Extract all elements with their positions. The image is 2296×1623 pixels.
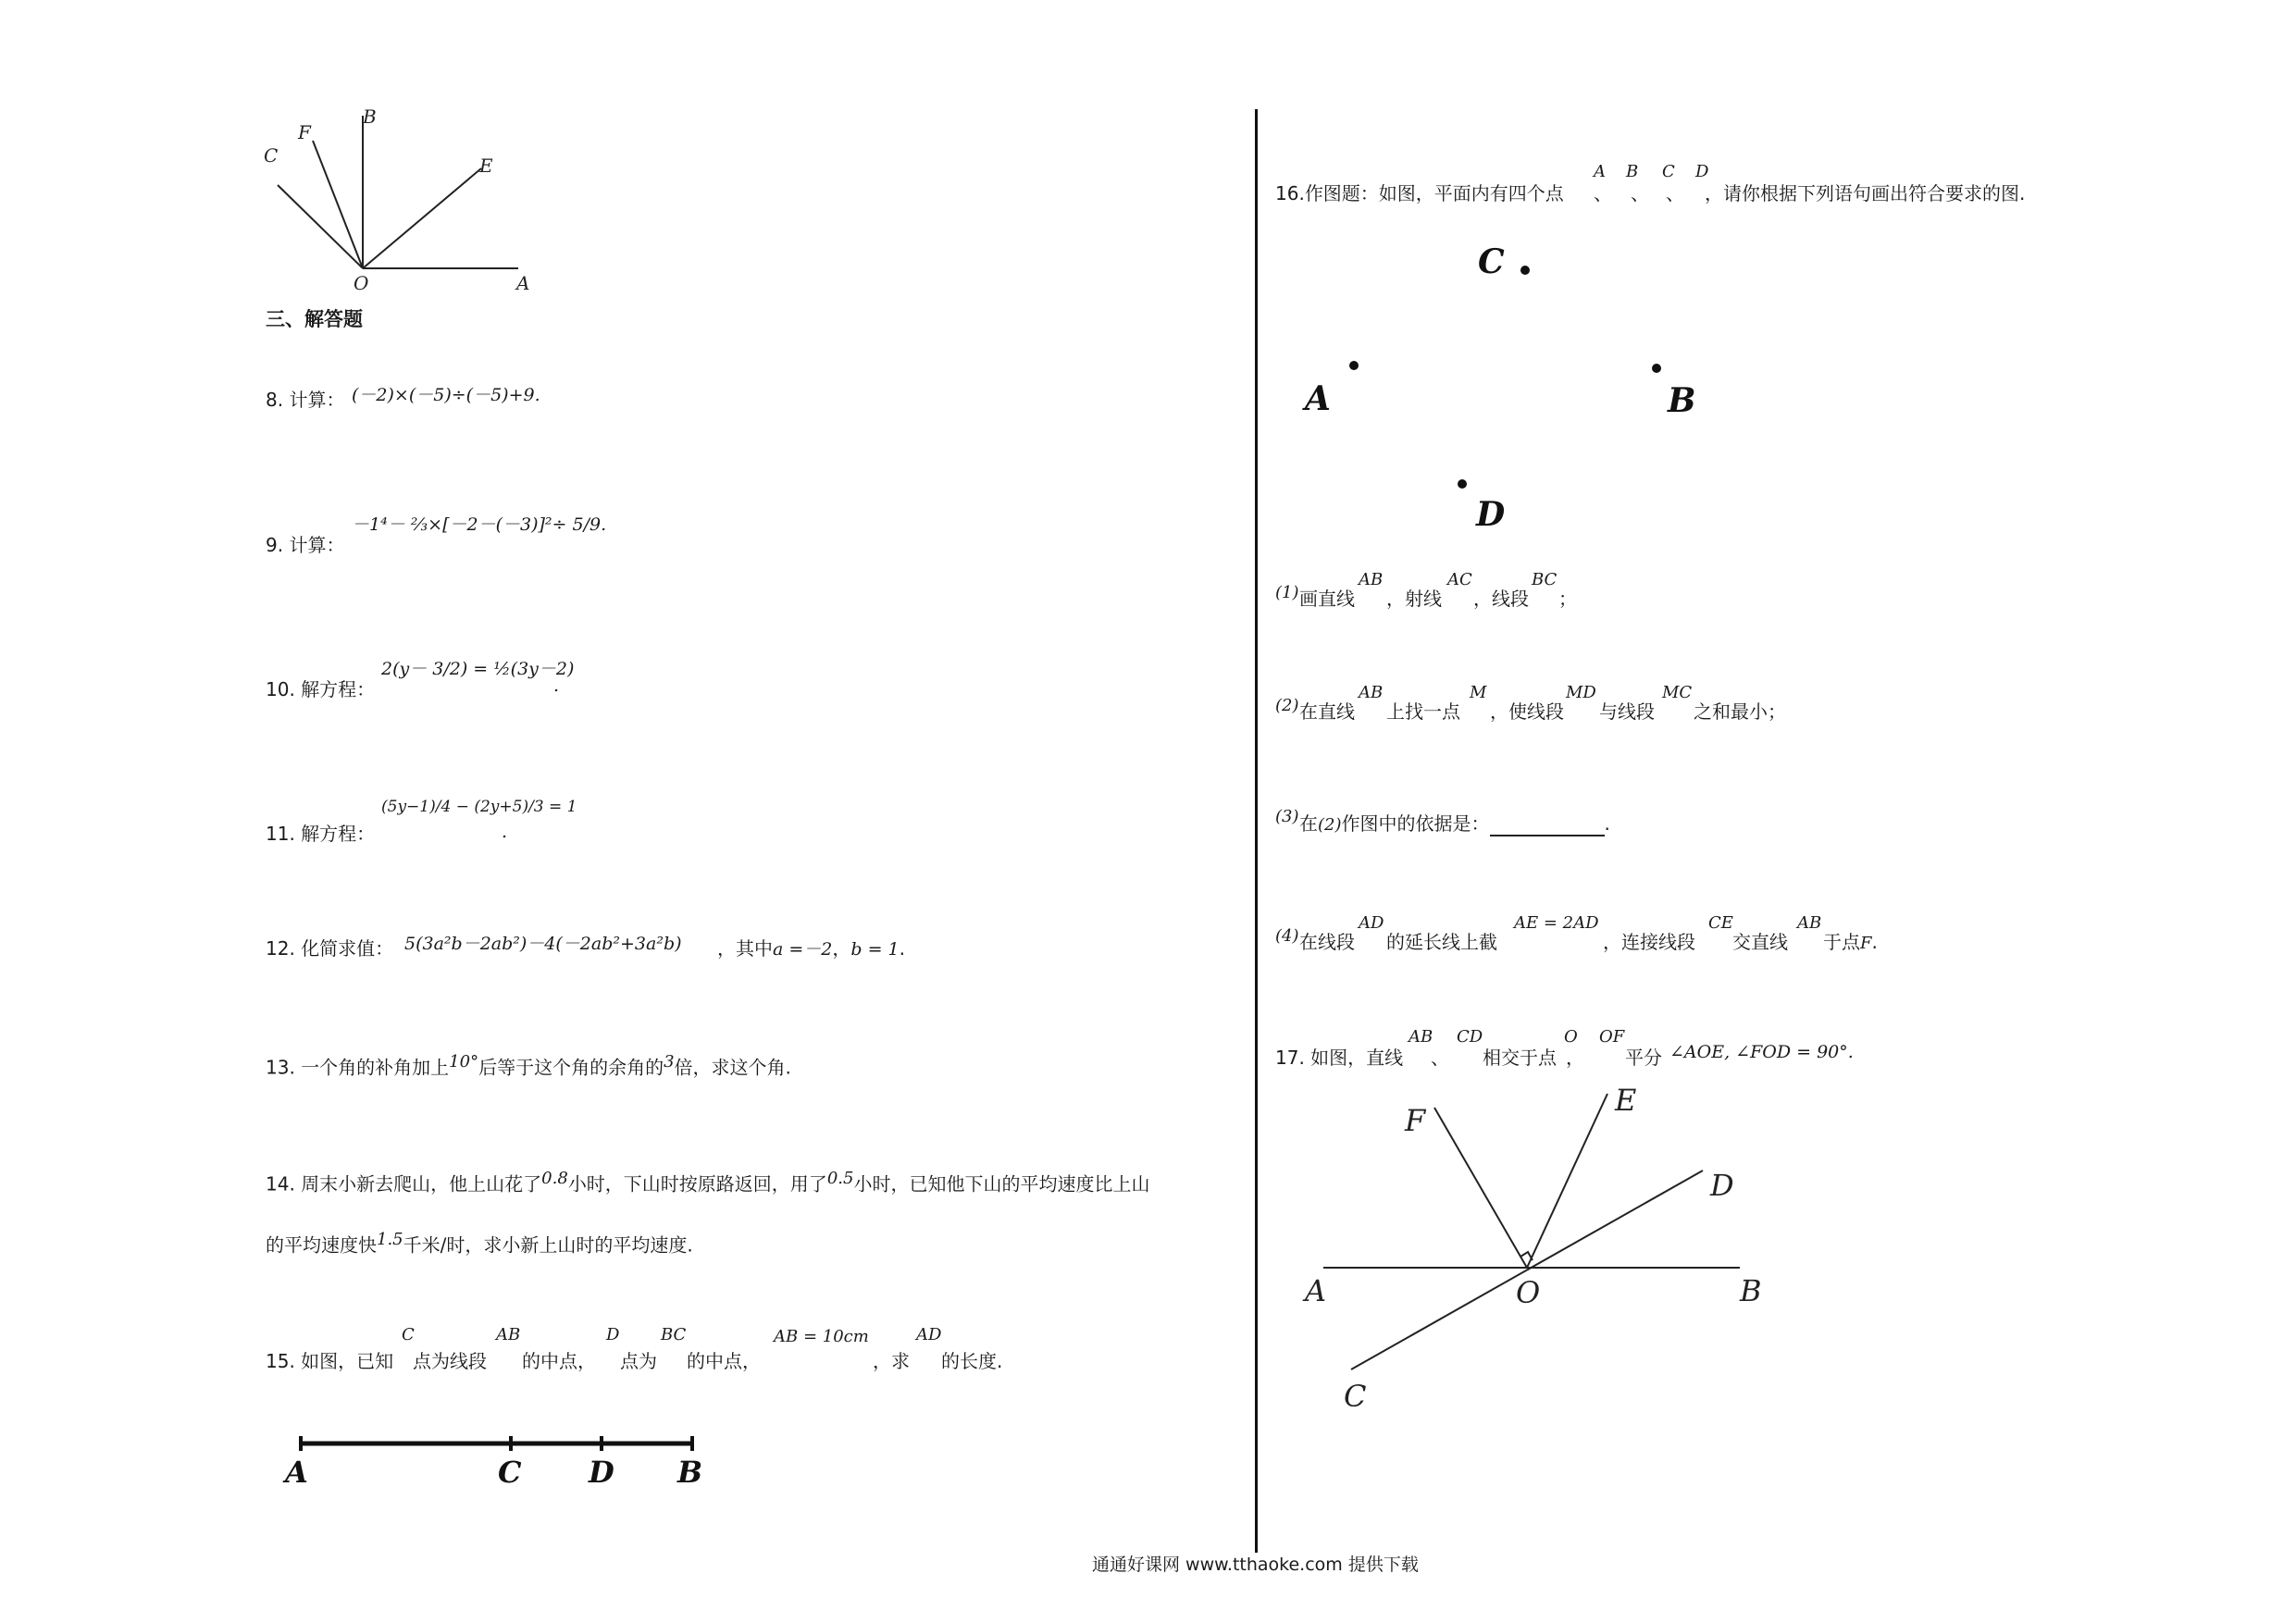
pt-label-d: D	[1476, 495, 1506, 534]
q11	[266, 823, 375, 845]
q16-1-t4: ；	[1558, 588, 1577, 610]
lbl-d: D	[1710, 1168, 1734, 1203]
q12-expr: 5(3a²b－2ab²)－4(－2ab²+3a²b)	[404, 934, 682, 954]
seg-label-a: A	[285, 1455, 308, 1490]
q9	[266, 534, 344, 556]
lbl-c: C	[1344, 1379, 1367, 1414]
q10-end: .	[553, 675, 560, 696]
q16-2-t2: 上找一点	[1386, 700, 1460, 723]
q17: 17. 如图，直线	[1275, 1047, 1404, 1069]
seg-label-c: C	[498, 1455, 522, 1490]
point-d	[1458, 479, 1467, 489]
q16-2-s3: MD	[1566, 683, 1596, 702]
q10-expr: 2(y－ 3/2) = ½(3y－2)	[381, 659, 575, 679]
label-a: A	[516, 272, 530, 294]
q8-num: 8.	[266, 389, 284, 411]
q16-sep1: 、	[1594, 182, 1612, 204]
q17-t4: 平分	[1625, 1047, 1662, 1069]
q16-1-t1: 画直线	[1299, 588, 1355, 610]
label-e: E	[479, 155, 493, 177]
q13: 13. 一个角的补角加上$^{10^\circ}$后等于这个角的余角的$^3$倍，求这个角.	[266, 1052, 791, 1079]
q15-t5: 的中点，	[687, 1350, 761, 1372]
q16-4-s4: AB	[1797, 913, 1822, 933]
point-c	[1520, 266, 1530, 275]
q10-label: 解方程：	[301, 678, 376, 700]
q16-2-s4: MC	[1662, 683, 1693, 702]
q9-label: 计算：	[289, 534, 345, 556]
answer-blank[interactable]	[1490, 816, 1605, 836]
column-divider	[1255, 109, 1258, 1553]
q15-s2: AB	[496, 1325, 521, 1344]
q11-end: .	[502, 822, 508, 842]
q8-expr: (－2)×(－5)÷(－5)+9.	[352, 385, 540, 405]
q16-4-t3: ，连接线段	[1603, 931, 1695, 953]
pt-label-a: A	[1305, 379, 1331, 418]
q17-expr: ∠AOE, ∠FOD = 90°.	[1669, 1042, 1854, 1062]
line-cd	[1351, 1171, 1703, 1369]
figure-segment	[278, 1416, 722, 1508]
q16-1-s1: AB	[1359, 570, 1384, 589]
label-f: F	[298, 121, 311, 143]
q16-2-idx: (2)	[1275, 696, 1299, 715]
q16-pt-a: A	[1594, 162, 1606, 181]
q16-1-s2: AC	[1447, 570, 1472, 589]
q16-1-t2: ，射线	[1386, 588, 1442, 610]
q15-t4: 点为	[620, 1350, 657, 1372]
q16-1-idx: (1)	[1275, 583, 1299, 602]
pt-label-c: C	[1478, 242, 1505, 281]
footer-text: 通通好课网 www.tthaoke.com 提供下载	[1092, 1555, 1419, 1575]
q16-1-t3: ，线段	[1473, 588, 1529, 610]
label-o: O	[354, 272, 369, 294]
ray-oe	[363, 168, 481, 268]
q14-line2: 的平均速度快$^{1.5}$千米/时，求小新上山时的平均速度.	[266, 1230, 693, 1257]
q16-2-s2: M	[1470, 683, 1487, 702]
lbl-o: O	[1516, 1275, 1541, 1310]
q15-s1: C	[402, 1325, 415, 1344]
seg-label-b: B	[677, 1455, 703, 1490]
q15-t2: 点为线段	[413, 1350, 487, 1372]
q16-2-t1: 在直线	[1299, 700, 1355, 723]
q16-4-s3: CE	[1708, 913, 1733, 933]
figure-points	[1286, 231, 1703, 537]
q16-4-t4: 交直线	[1732, 931, 1788, 953]
q15-s3: D	[606, 1325, 620, 1344]
q16-4-s2: AE = 2AD	[1514, 913, 1599, 933]
q16-4-t2: 的延长线上截	[1386, 931, 1497, 953]
q16-pt-d: D	[1695, 162, 1709, 181]
q14-line1: 14. 周末小新去爬山，他上山花了$^{0.8}$小时，下山时按原路返回，用了$^{0.5}$小时，已知他下山的平均速度比上山	[266, 1169, 1150, 1196]
q12-num: 12.	[266, 937, 295, 960]
q12-label: 化简求值：	[301, 937, 394, 960]
q11-label: 解方程：	[301, 823, 376, 845]
q17-s1: AB	[1409, 1027, 1433, 1047]
lbl-e: E	[1615, 1083, 1637, 1118]
q16-2-s1: AB	[1359, 683, 1384, 702]
q15-s4: BC	[661, 1325, 687, 1344]
q16-4-t1: 在线段	[1299, 931, 1355, 953]
q8-label: 计算：	[289, 389, 345, 411]
q10	[266, 678, 375, 700]
point-a	[1349, 361, 1359, 370]
q17-sep: 、	[1431, 1047, 1449, 1069]
q15: 15. 如图，已知	[266, 1350, 394, 1372]
q10-num: 10.	[266, 678, 295, 700]
q12-cond: ，其中a =－2，b = 1.	[717, 937, 905, 960]
ray-oe	[1527, 1094, 1607, 1268]
q17-s2: CD	[1457, 1027, 1483, 1047]
q16-pt-b: B	[1626, 162, 1639, 181]
q12	[266, 937, 393, 960]
q9-num: 9.	[266, 534, 284, 556]
q17-s3: O	[1564, 1027, 1578, 1047]
point-b	[1652, 364, 1661, 373]
q16-2-t3: ，使线段	[1490, 700, 1564, 723]
figure-angles	[259, 102, 555, 296]
q16-sep2: 、	[1631, 182, 1649, 204]
q11-expr: (5y−1)/4 − (2y+5)/3 = 1	[381, 798, 577, 816]
q16-sep3: 、	[1666, 182, 1684, 204]
lbl-f: F	[1405, 1103, 1426, 1138]
figure-intersecting-lines	[1296, 1083, 1777, 1425]
q16-t2: ，请你根据下列语句画出符合要求的图.	[1705, 182, 2026, 204]
ray-oc	[278, 185, 363, 268]
label-c: C	[264, 144, 279, 167]
seg-label-d: D	[589, 1455, 614, 1490]
q16: 16.作图题：如图，平面内有四个点	[1275, 182, 1564, 204]
label-b: B	[363, 105, 377, 128]
q17-t3: ，	[1566, 1047, 1584, 1069]
q15-t6: ，求	[873, 1350, 910, 1372]
q15-s6: AD	[916, 1325, 942, 1344]
ray-of	[1434, 1108, 1527, 1268]
q9-expr: －1⁴－ ⅔×[－2－(－3)]²÷ 5/9.	[352, 514, 607, 535]
q16-2-t4: 与线段	[1599, 700, 1655, 723]
q8	[266, 389, 344, 411]
q16-2-t5: 之和最小；	[1694, 700, 1786, 723]
pt-label-b: B	[1668, 381, 1696, 420]
q15-s5: AB = 10cm	[774, 1327, 869, 1346]
q16-3-idx: (3)	[1275, 807, 1299, 826]
q16-4-idx: (4)	[1275, 926, 1299, 946]
q16-4-t5: 于点F.	[1823, 931, 1878, 953]
q16-1-s3: BC	[1532, 570, 1558, 589]
ray-of	[313, 141, 363, 268]
q16-4-s1: AD	[1359, 913, 1384, 933]
section-title: 三、解答题	[266, 308, 363, 330]
lbl-a: A	[1305, 1273, 1327, 1308]
lbl-b: B	[1740, 1273, 1762, 1308]
q17-t2: 相交于点	[1483, 1047, 1557, 1069]
q11-num: 11.	[266, 823, 295, 845]
q16-pt-c: C	[1662, 162, 1675, 181]
q15-t3: 的中点，	[522, 1350, 596, 1372]
q16-3-line: 在(2)作图中的依据是： .	[1299, 812, 1610, 835]
q15-t7: 的长度.	[941, 1350, 1003, 1372]
q17-s4: OF	[1599, 1027, 1625, 1047]
